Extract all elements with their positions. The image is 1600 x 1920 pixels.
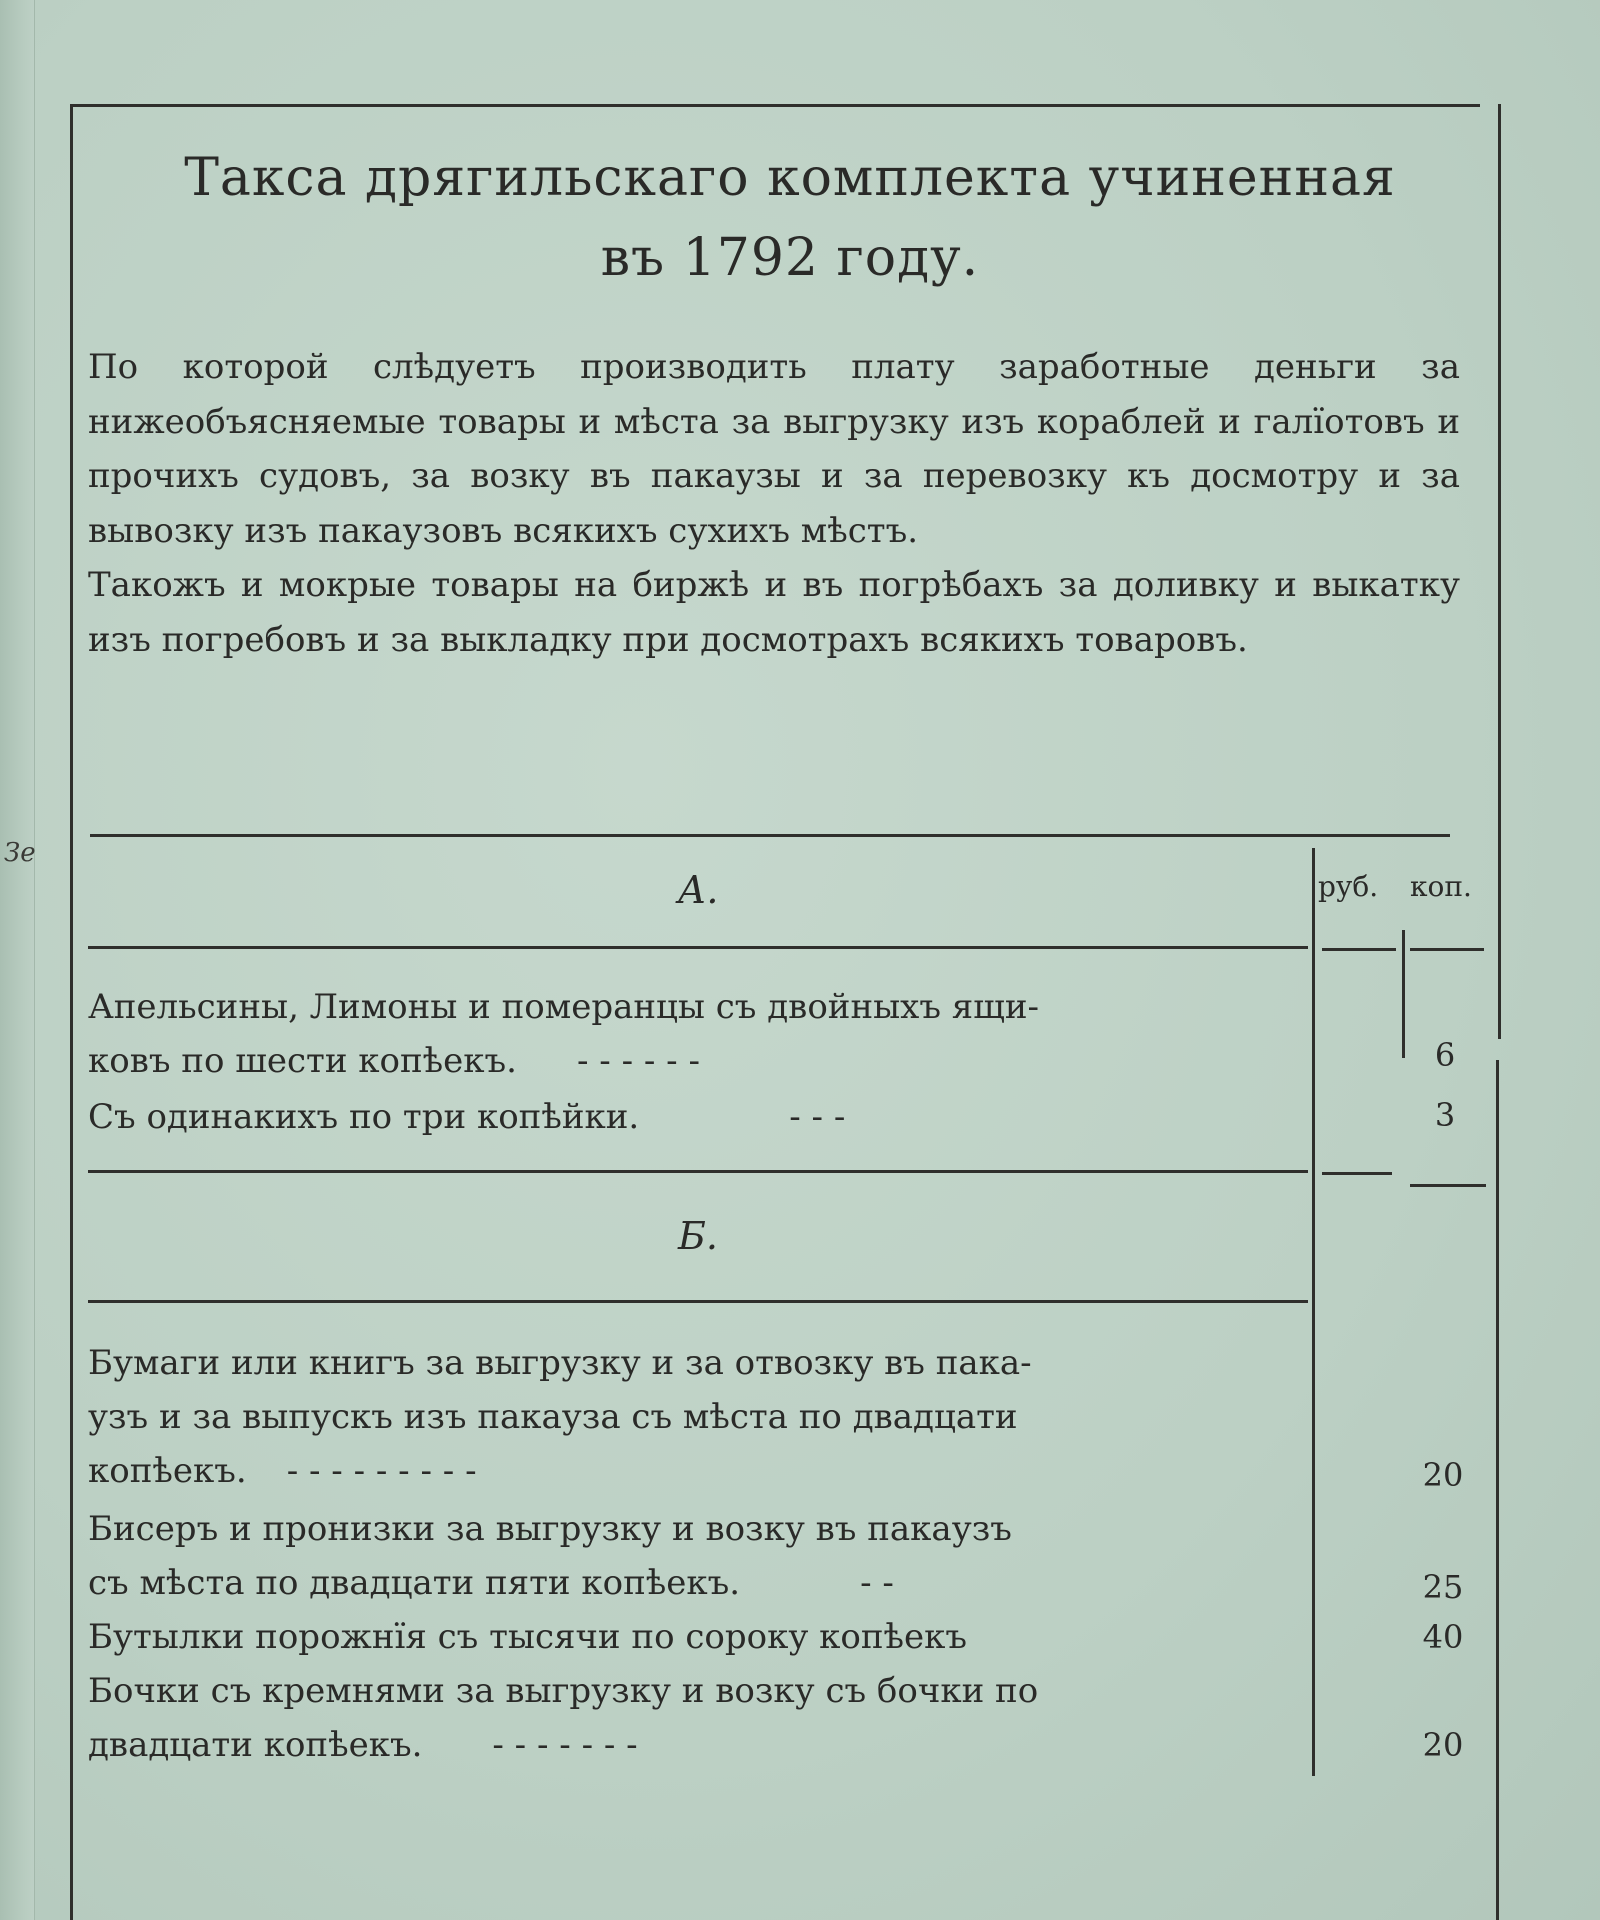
table-row xyxy=(88,1336,1278,1498)
intro-paragraph-1: По которой слѣдуетъ производить плату заработные деньги за нижеобъясняемые товары и мѣста за выгрузку изъ кораблей и галїотовъ и прочихъ судовъ, за возку въ пакаузы и за перевозку къ досмотру и за вывозку изъ пакаузовъ всякихъ сухихъ мѣстъ. xyxy=(88,347,1460,551)
leader-dashes: - - - - - - xyxy=(576,1041,700,1081)
table-divider-vertical xyxy=(1312,848,1315,1776)
leader-dashes: - - - xyxy=(789,1097,846,1137)
kop-value: 20 xyxy=(1422,1456,1464,1494)
kop-value: 40 xyxy=(1422,1618,1464,1656)
rub-column-header: руб. xyxy=(1318,870,1379,903)
table-top-rule xyxy=(90,834,1450,837)
table-row xyxy=(88,1090,1278,1144)
table-row xyxy=(88,980,1278,1088)
section-a-heading: А. xyxy=(677,868,719,912)
entry-line: Бумаги или книгъ за выгрузку и за отвозку въ пака- xyxy=(88,1343,1032,1383)
kop-value: 6 xyxy=(1434,1036,1456,1074)
entry-line xyxy=(88,1556,1278,1610)
kop-section-b-rule xyxy=(1410,1184,1486,1187)
leader-dashes: - - xyxy=(860,1563,894,1603)
entry-line xyxy=(88,1034,1278,1088)
table-row xyxy=(88,1664,1278,1772)
rub-header-rule xyxy=(1322,948,1396,951)
frame-right-rule xyxy=(1498,104,1501,1039)
intro-paragraph-2: Такожъ и мокрые товары на биржѣ и въ погрѣбахъ за доливку и выкатку изъ погребовъ и за выкладку при досмотрахъ всякихъ товаровъ. xyxy=(88,565,1460,660)
kop-value: 3 xyxy=(1434,1096,1456,1134)
kop-value: 20 xyxy=(1422,1726,1464,1764)
entry-line: Бочки съ кремнями за выгрузку и возку съ бочки по xyxy=(88,1671,1039,1711)
leader-dashes: - - - - - - - - - xyxy=(286,1451,477,1491)
entry-line-text: Съ одинакихъ по три копѣйки. xyxy=(88,1097,640,1137)
section-b-top-rule xyxy=(88,1170,1308,1173)
rub-section-b-rule xyxy=(1322,1172,1392,1175)
title-line-2: въ 1792 году. xyxy=(600,228,980,288)
entry-line: Апельсины, Лимоны и померанцы съ двойныхъ ящи- xyxy=(88,987,1039,1027)
entry-line xyxy=(88,1718,1278,1772)
section-b-header-rule xyxy=(88,1300,1308,1303)
section-b-heading: Б. xyxy=(677,1214,718,1258)
kop-header-rule xyxy=(1410,948,1484,951)
entry-line xyxy=(88,1090,1278,1144)
entry-line: Бутылки порожнїя съ тысячи по сороку копѣекъ xyxy=(88,1617,968,1657)
leader-dashes: - - - - - - - xyxy=(492,1725,638,1765)
entry-line: узъ и за выпускъ изъ пакауза съ мѣста по двадцати xyxy=(88,1397,1018,1437)
entry-line-text: съ мѣста по двадцати пяти копѣекъ. xyxy=(88,1563,741,1603)
section-a-header-rule xyxy=(88,946,1308,949)
book-spine-edge xyxy=(0,0,35,1920)
frame-left-rule xyxy=(70,104,73,1920)
table-row xyxy=(88,1502,1278,1610)
margin-note: Зе xyxy=(4,838,36,868)
frame-top-rule xyxy=(70,104,1480,107)
entry-line-text: копѣекъ. xyxy=(88,1451,247,1491)
entry-line-text: двадцати копѣекъ. xyxy=(88,1725,423,1765)
entry-line xyxy=(88,1444,1278,1498)
kop-column-header: коп. xyxy=(1410,870,1472,903)
entry-line-text: ковъ по шести копѣекъ. xyxy=(88,1041,517,1081)
entry-line: Бисеръ и пронизки за выгрузку и возку въ пакаузъ xyxy=(88,1509,1012,1549)
page-title xyxy=(90,138,1490,298)
intro-text xyxy=(88,340,1460,667)
title-line-1: Такса дрягильскаго комплекта учиненная xyxy=(184,148,1396,208)
kop-value: 25 xyxy=(1422,1568,1464,1606)
table-row xyxy=(88,1610,1278,1664)
